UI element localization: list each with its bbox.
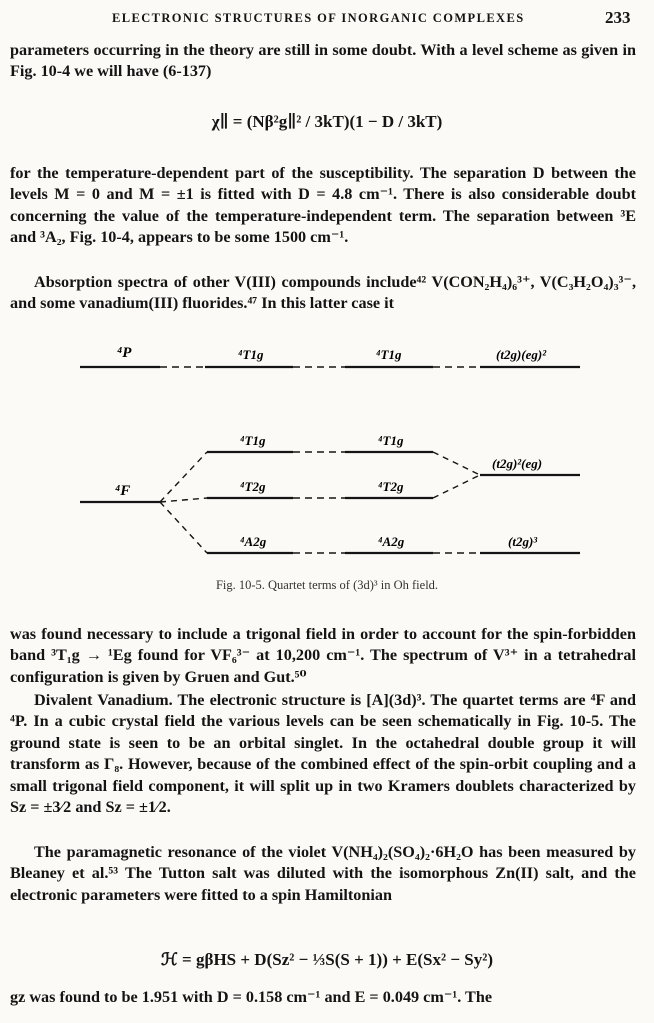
running-head xyxy=(0,8,654,30)
paragraph-1: parameters occurring in the theory are still in some doubt. With a level scheme as given in Fig. 10-4 we will have (6-137) xyxy=(10,41,636,81)
paragraph-5 xyxy=(10,690,636,818)
label-top-T1g-b: ⁴T1g xyxy=(376,347,402,362)
page-number: 233 xyxy=(605,8,631,27)
paragraph-5-text: The electronic structure is [A](3d)³. The quartet terms are ⁴F and ⁴P. In a cubic crystal field the various levels can be seen schematically in Fig. 10-5. The ground state is seen to be an orbital singlet. In the octahedral double group it will transform as Γ₈. However, because of the combined effect of the spin-orbit coupling and a small trigonal field component, it will split up in two Kramers doublets characterized by Sz = ±3⁄2 and Sz = ±1⁄2. xyxy=(10,691,636,817)
label-top-T1g-a: ⁴T1g xyxy=(238,347,264,362)
label-T2g-b: ⁴T2g xyxy=(378,479,404,494)
figure-caption: Fig. 10-5. Quartet terms of (3d)³ in Oh field. xyxy=(215,578,439,592)
label-4F: ⁴F xyxy=(115,483,131,499)
split-to-T2g xyxy=(160,498,207,502)
paragraph-3: Absorption spectra of other V(III) compounds include⁴² V(CON₂H₄)₆³⁺, V(C₃H₂O₄)₃³⁻, and some vanadium(III) fluorides.⁴⁷ In this latter case it xyxy=(10,273,636,313)
label-A2g-b: ⁴A2g xyxy=(378,534,405,549)
label-T2g-a: ⁴T2g xyxy=(240,479,266,494)
label-mid-T1g-b: ⁴T1g xyxy=(378,433,404,448)
paragraph-6: The paramagnetic resonance of the violet V(NH₄)₂(SO₄)₂·6H₂O has been measured by Bleaney et al.⁵³ The Tutton salt was diluted with the isomorphous Zn(II) salt, and the electronic parameters were fitted to a spin Hamiltonian xyxy=(10,843,636,904)
split-to-T1g xyxy=(160,452,207,502)
label-mid-T1g-a: ⁴T1g xyxy=(240,433,266,448)
equation-susceptibility: χ∥ = (Nβ²g∥² / 3kT)(1 − D / 3kT) xyxy=(211,112,443,131)
paragraph-4: was found necessary to include a trigonal field in order to account for the spin-forbidden band ³T₁g → ¹Eg found for VF₆³⁻ at 10,200 cm⁻¹. The spectrum of V³⁺ in a tetrahedral configuration is given by Gruen and Gut.⁵⁰ xyxy=(10,625,636,686)
label-4P: ⁴P xyxy=(117,345,132,361)
label-top-config: (t2g)(eg)² xyxy=(496,347,547,362)
energy-level-diagram xyxy=(0,335,654,575)
section-heading-divalent-vanadium: Divalent Vanadium. xyxy=(34,691,173,709)
paragraph-7: gz was found to be 1.951 with D = 0.158 cm⁻¹ and E = 0.049 cm⁻¹. The xyxy=(10,988,493,1006)
diagram-svg xyxy=(0,335,654,575)
equation-spin-hamiltonian: ℋ = gβHS + D(Sz² − ⅓S(S + 1)) + E(Sx² − Sy²) xyxy=(161,950,493,969)
running-title: ELECTRONIC STRUCTURES OF INORGANIC COMPLEXES xyxy=(112,11,525,25)
split-to-A2g xyxy=(160,502,207,553)
label-mid-config: (t2g)²(eg) xyxy=(492,456,543,471)
label-bottom-config: (t2g)³ xyxy=(508,534,538,549)
paragraph-2: for the temperature-dependent part of the susceptibility. The separation D between the levels M = 0 and M = ±1 is fitted with D = 4.8 cm⁻¹. There is also considerable doubt concerning the value of the temperature-independent term. The separation between ³E and ³A₂, Fig. 10-4, appears to be some 1500 cm⁻¹. xyxy=(10,164,636,247)
merge-T2g xyxy=(433,475,480,498)
label-A2g-a: ⁴A2g xyxy=(240,534,267,549)
merge-T1g xyxy=(433,452,480,475)
